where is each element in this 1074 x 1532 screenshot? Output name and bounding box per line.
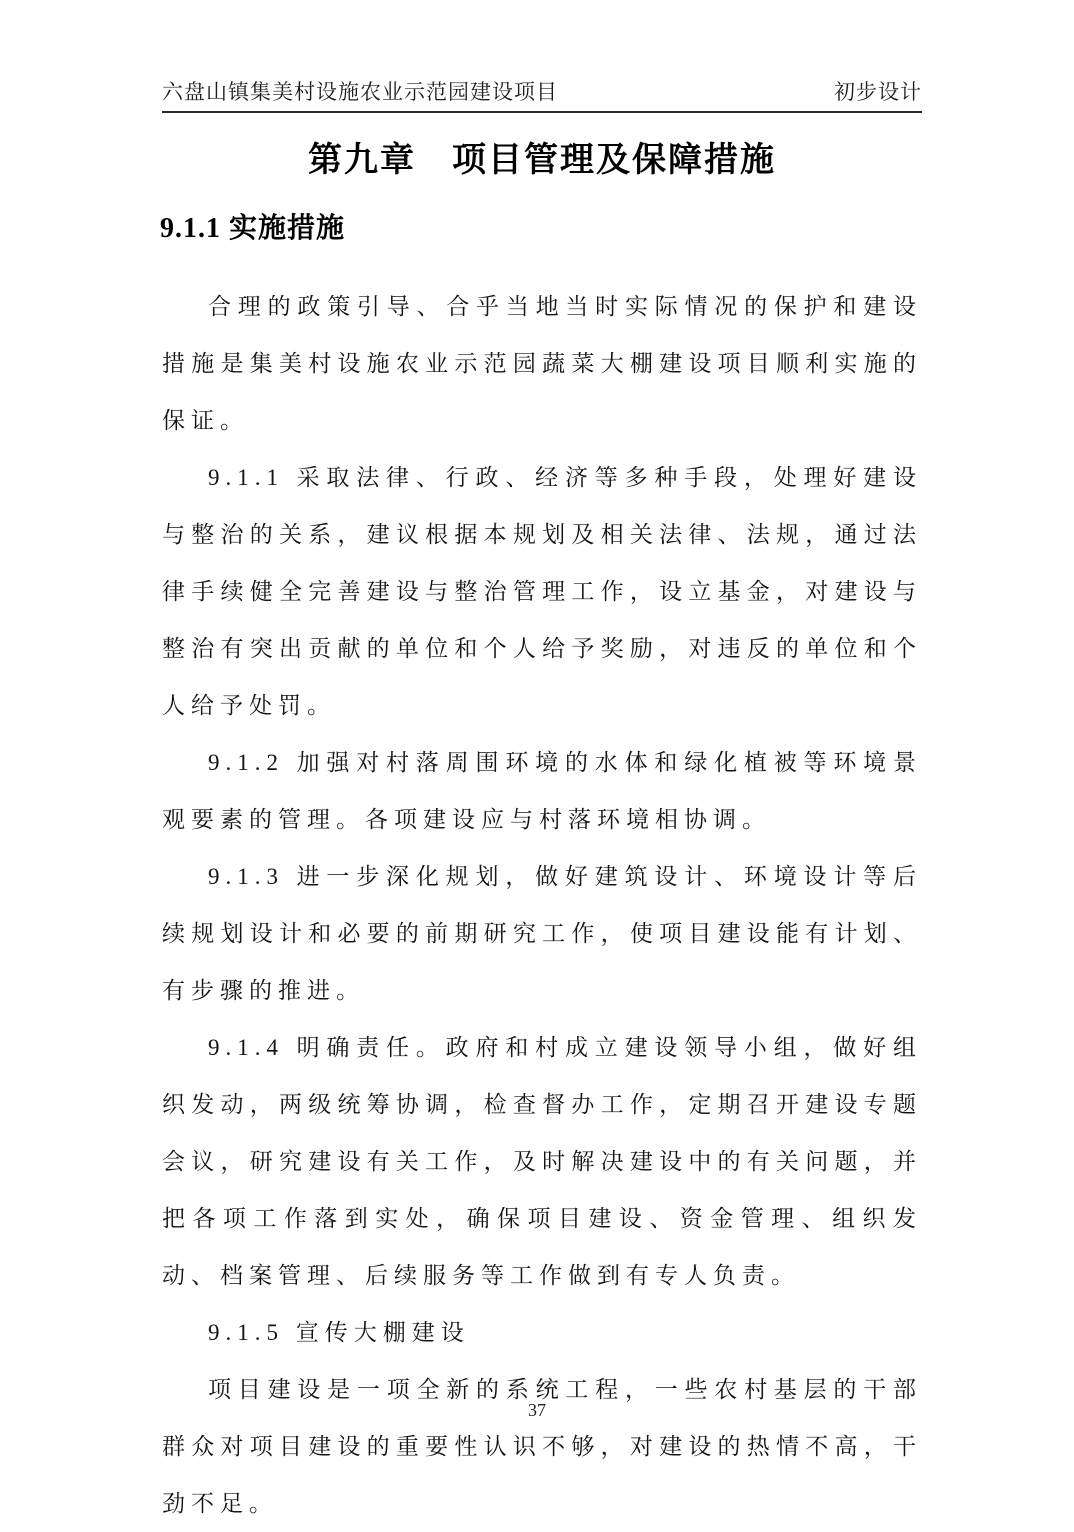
paragraph: 9.1.2 加强对村落周围环境的水体和绿化植被等环境景观要素的管理。各项建设应与村落环境相协调。 <box>162 750 922 832</box>
section-heading: 9.1.1 实施措施 <box>160 213 346 244</box>
page-header <box>162 76 922 113</box>
chapter-title: 第九章 项目管理及保障措施 <box>308 142 776 179</box>
document-body <box>162 278 922 1532</box>
paragraph: 合理的政策引导、合乎当地当时实际情况的保护和建设措施是集美村设施农业示范园蔬菜大棚建设项目顺利实施的保证。 <box>162 294 922 433</box>
paragraph: 9.1.1 采取法律、行政、经济等多种手段，处理好建设与整治的关系，建议根据本规划及相关法律、法规，通过法律手续健全完善建设与整治管理工作，设立基金，对建设与整治有突出贡献的单位和个人给予奖励，对违反的单位和个人给予处罚。 <box>162 465 922 718</box>
paragraph: 9.1.4 明确责任。政府和村成立建设领导小组，做好组织发动，两级统筹协调，检查督办工作，定期召开建设专题会议，研究建设有关工作，及时解决建设中的有关问题，并把各项工作落到实处，确保项目建设、资金管理、组织发动、档案管理、后续服务等工作做到有专人负责。 <box>162 1035 922 1288</box>
paragraph: 9.1.3 进一步深化规划，做好建筑设计、环境设计等后续规划设计和必要的前期研究工作，使项目建设能有计划、有步骤的推进。 <box>162 864 922 1003</box>
paragraph: 项目建设是一项全新的系统工程，一些农村基层的干部群众对项目建设的重要性认识不够，对建设的热情不高，干劲不足。 <box>162 1377 922 1516</box>
header-doc-stage: 初步设计 <box>834 80 922 104</box>
page-number: 37 <box>528 1400 546 1420</box>
header-project-name: 六盘山镇集美村设施农业示范园建设项目 <box>162 80 558 104</box>
paragraph: 9.1.5 宣传大棚建设 <box>208 1320 470 1345</box>
